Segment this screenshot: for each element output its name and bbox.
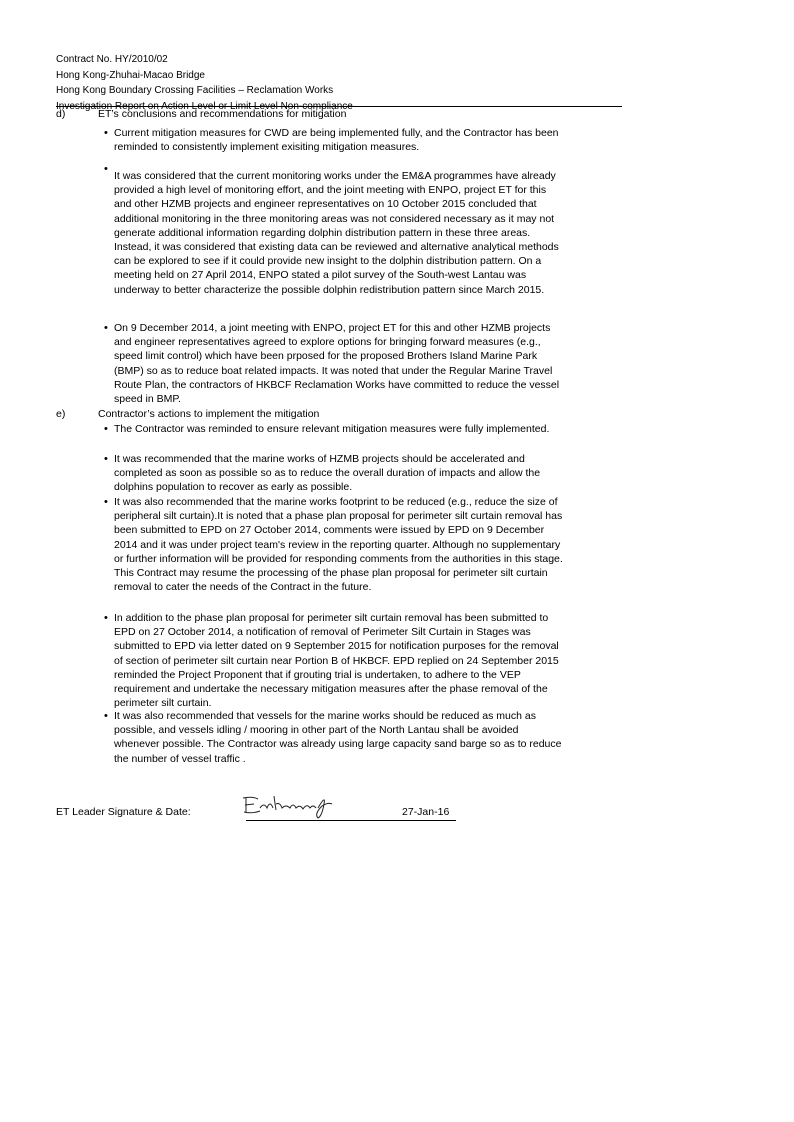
- bullet-text: It was also recommended that the marine works footprint to be reduced (e.g., reduce the size of peripheral silt curtain).It is noted that a phase plan proposal for perimeter silt curtain removal has been submitted to EPD on 27 October 2014, comments were issued by EPD on 9 December 2014 and it was under project team's review in the reporting quarter. Although no supplementary or further information will be provided for responding comments from the authorities in this stage. This Contract may resume the processing of the phase plan proposal for perimeter silt curtain removal to cater the needs of the Contract in the future.: [114, 496, 563, 594]
- project-name: Hong Kong-Zhuhai-Macao Bridge: [56, 69, 205, 81]
- contract-number: Contract No. HY/2010/02: [56, 54, 168, 65]
- signature-date: 27-Jan-16: [402, 806, 450, 818]
- bullet-text: In addition to the phase plan proposal for perimeter silt curtain removal has been submitted to EPD on 27 October 2014, a notification of removal of Perimeter Silt Curtain in Stages was submitted to EPD via letter dated on 9 September 2015 for notification purposes for the removal of section of perimeter silt curtain near Portion B of HKBCF. EPD replied on 24 September 2015 reminded the Project Proponent that if grouting trial is undertaken, to adhere to the VEP requirement and undertake the necessary mitigation measures after the phase removal of the perimeter silt curtain.: [114, 612, 559, 710]
- bullet-text: It was recommended that the marine works of HZMB projects should be accelerated and completed as soon as possible so as to reduce the overall duration of impacts and allow the dolphins population to recover as early as possible.: [114, 453, 541, 494]
- bullet-icon: •: [104, 710, 108, 722]
- section-d-title: ET’s conclusions and recommendations for mitigation: [98, 108, 347, 120]
- section-d-letter: d): [56, 108, 66, 120]
- signature-label: ET Leader Signature & Date:: [56, 806, 191, 818]
- bullet-text: Current mitigation measures for CWD are being implemented fully, and the Contractor has been reminded to consistently implement exisiting mitigation measures.: [114, 127, 559, 154]
- bullet-icon: •: [104, 163, 108, 175]
- bullet-icon: •: [104, 127, 108, 139]
- signature-line: [246, 820, 456, 821]
- bullet-icon: •: [104, 423, 108, 435]
- section-e-title: Contractor’s actions to implement the mitigation: [98, 408, 320, 420]
- bullet-icon: •: [104, 322, 108, 334]
- handwritten-signature: [240, 790, 340, 820]
- report-title: Investigation Report on Action Level or Limit Level Non-compliance: [56, 100, 353, 112]
- bullet-text: On 9 December 2014, a joint meeting with ENPO, project ET for this and other HZMB projects and engineer representatives agreed to explore options for bringing forward measures (e.g., speed limit control) which have been prposed for the proposed Brothers Island Marine Park (BMP) so as to reduce boat related impacts. It was noted that under the Regular Marine Travel Route Plan, the contractors of HKBCF Reclamation Works have committed to reduce the vessel speed in BMP.: [114, 322, 560, 406]
- bullet-text: The Contractor was reminded to ensure relevant mitigation measures were fully implemented.: [114, 423, 550, 435]
- bullet-icon: •: [104, 453, 108, 465]
- section-e-letter: e): [56, 408, 66, 420]
- bullet-icon: •: [104, 612, 108, 624]
- document-header: [56, 52, 622, 114]
- bullet-text: It was considered that the current monitoring works under the EM&A programmes have already provided a high level of monitoring effort, and the joint meeting with ENPO, project ET for this and other HZMB projects and engineer representatives on 10 October 2015 concluded that additional monitoring in the three monitoring areas was not considered necessary as it may not generate additional information regarding dolphin distribution pattern in these three areas. Instead, it was considered that existing data can be reviewed and alternative analytical methods can be explored to see if it could provide new insight to the dolphin distribution pattern. On a meeting held on 27 April 2014, ENPO stated a pilot survey of the South-west Lantau was underway to better characterize the possible dolphin redistribution pattern since March 2015.: [114, 170, 559, 296]
- bullet-text: It was also recommended that vessels for the marine works should be reduced as much as possible, and vessels idling / mooring in other part of the North Lantau shall be avoided whenever possible. The Contractor was already using large capacity sand barge so as to reduce the number of vessel traffic .: [114, 710, 562, 765]
- bullet-icon: •: [104, 496, 108, 508]
- works-title: Hong Kong Boundary Crossing Facilities – Reclamation Works: [56, 85, 334, 96]
